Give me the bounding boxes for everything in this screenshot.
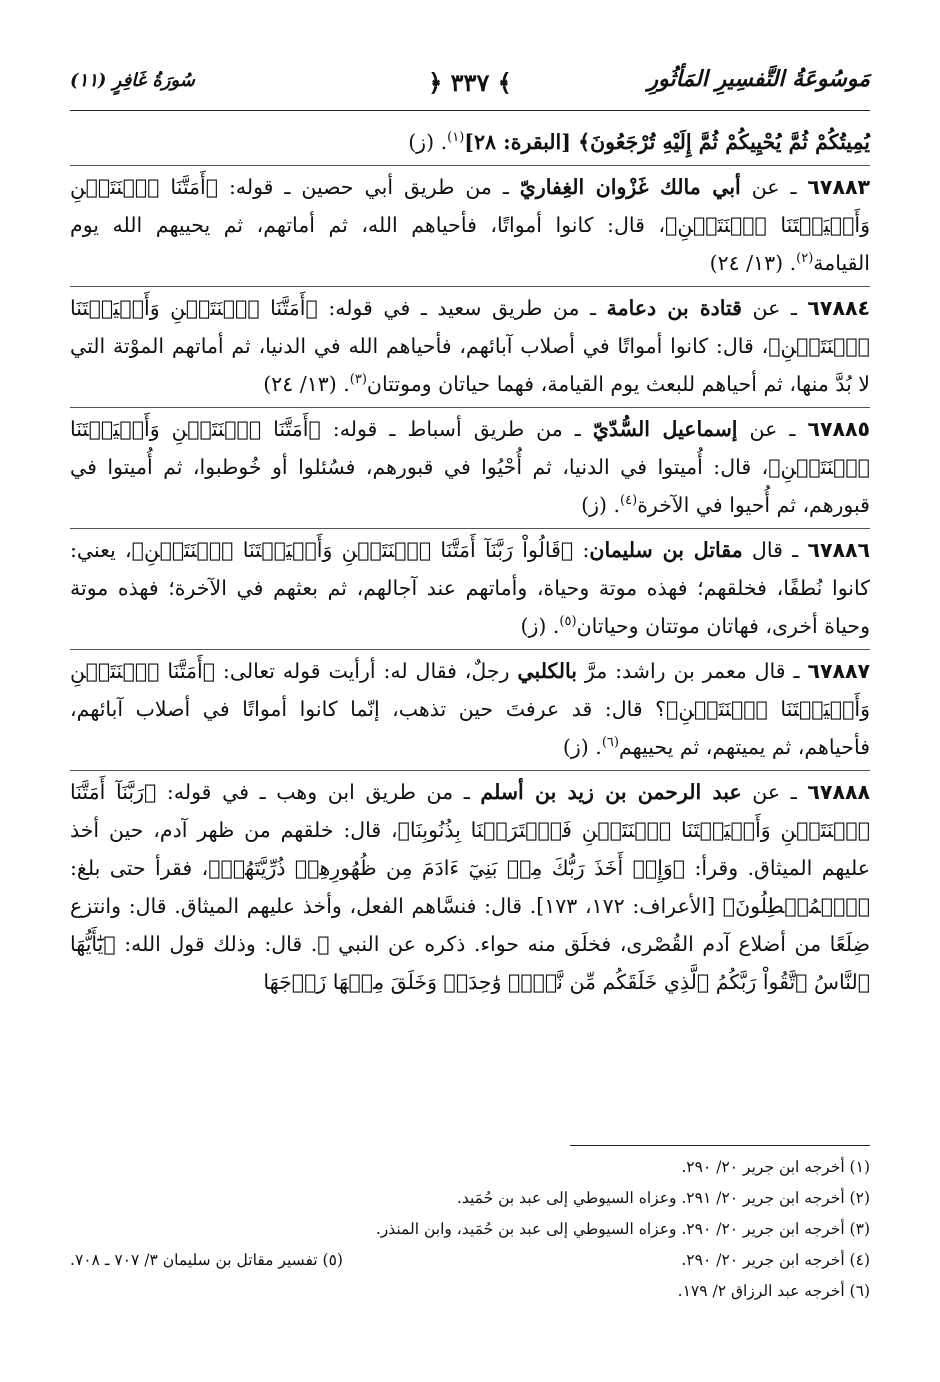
footnote-ref: (٦): [601, 735, 619, 751]
footnote-5: (٥) تفسير مقاتل بن سليمان ٣/ ٧٠٧ ـ ٧٠٨.: [70, 1251, 343, 1269]
entry-tail: . (١٣/ ٢٤): [709, 251, 797, 275]
entry-text: ـ من طريق أبي حصين ـ قوله: ﴿أَمَتَّنَا ٱثۡنَتَيۡنِ وَأَحۡيَيۡتَنَا ٱثۡنَتَيۡنِ﴾، قال: كانوا أمواتًا، فأحياهم الله، ثم أماتهم، ثم يحييهم الله يوم القيامة: [70, 175, 870, 275]
narration-entry: [70, 287, 870, 408]
running-header: [70, 60, 870, 111]
footnote-ref: (٢): [796, 251, 814, 267]
page: [70, 60, 870, 1360]
narration-entry: [70, 771, 870, 1005]
quran-verse: يُمِيتُكُمْ ثُمَّ يُحْيِيكُمْ ثُمَّ إِلَيْهِ تُرْجَعُونَ﴾ [البقرة: ٢٨]: [464, 130, 870, 154]
footnote-1: (١) أخرجه ابن جرير ٢٠/ ٢٩٠.: [681, 1158, 870, 1176]
entry-tail: . (ز): [520, 614, 560, 638]
entry-number: ٦٧٨٨٦: [807, 538, 870, 562]
entry-tail: . (١٣/ ٢٤): [263, 372, 350, 396]
narrator-name: عبد الرحمن بن زيد بن أسلم: [480, 780, 742, 804]
entry-text: رجلٌ، فقال له: أرأيت قوله تعالى: ﴿أَمَتَّنَا ٱثۡنَتَيۡنِ وَأَحۡيَيۡتَنَا ٱثۡنَتَيۡنِ﴾؟ قال: قد عرفتَ حين تذهب، إنّما كانوا أمواتًا في أصلاب آبائهم، فأحياهم، ثم يميتهم، ثم يحييهم: [70, 659, 870, 759]
book-title: مَوسُوعَةُ التَّفسِيرِ المَأثُورِ: [647, 66, 870, 92]
entry-number: ٦٧٨٨٨: [807, 780, 870, 804]
entry-prefix: ـ عن: [740, 175, 808, 199]
entry-text: ـ من طريق سعيد ـ في قوله: ﴿أَمَتَّنَا ٱثۡنَتَيۡنِ وَأَحۡيَيۡتَنَا ٱثۡنَتَيۡنِ﴾، قال: كانوا أمواتًا في أصلاب آبائهم، فأحياهم الله في الدنيا، ثم أماتهم الموْتة التي لا بُدَّ منها، ثم أحياهم للبعث يوم القيامة، فهما حياتان وموتتان: [70, 296, 870, 396]
surah-title: سُورَةُ غَافِرٍ (١١): [70, 70, 195, 91]
footnote-ref: (٤): [620, 493, 638, 509]
main-text: [70, 121, 870, 1005]
entry-tail: . (ز): [408, 130, 448, 154]
entry-prefix: ـ عن: [741, 780, 808, 804]
footnotes: [70, 1145, 870, 1307]
entry-tail: . (ز): [581, 493, 621, 517]
page-number: ﴾ ٣٣٧ ﴿: [428, 68, 512, 97]
footnote-6: (٦) أخرجه عبد الرزاق ٢/ ١٧٩.: [677, 1282, 870, 1300]
narrator-name: مقاتل بن سليمان: [589, 538, 743, 562]
narrator-name: إسماعيل السُّدّيّ: [592, 417, 738, 441]
footnote-3: (٣) أخرجه ابن جرير ٢٠/ ٢٩٠. وعزاه السيوطي إلى عبد بن حُمَيد، وابن المنذر.: [375, 1220, 870, 1238]
narration-entry: [70, 166, 870, 287]
narrator-name: بالكلبي: [517, 659, 577, 683]
footnote-ref: (١): [447, 130, 465, 146]
entry-number: ٦٧٨٨٤: [807, 296, 870, 320]
narrator-name: قتادة بن دعامة: [606, 296, 742, 320]
entry-text: ـ من طريق ابن وهب ـ في قوله: ﴿رَبَّنَآ أَمَتَّنَا ٱثۡنَتَيۡنِ وَأَحۡيَيۡتَنَا ٱثۡنَتَيۡنِ فَٱعۡتَرَفۡنَا بِذُنُوبِنَا﴾، قال: خلقهم من ظهر آدم، حين أخذ عليهم الميثاق. وقرأ: ﴿وَإِذۡ أَخَذَ رَبُّكَ مِنۢ بَنِيٓ ءَادَمَ مِن ظُهُورِهِمۡ ذُرِّيَّتَهُمۡ﴾، فقرأ حتى بلغ: ﴿ٱلۡمُبۡطِلُونَ﴾ [الأعراف: ١٧٢، ١٧٣]. قال: فنسَّاهم الفعل، وأخذ عليهم الميثاق. قال: وانتزع ضِلَعًا من أضلاع آدم القُصْرى، فخلَق منه حواء. ذكره عن النبي ﷺ. قال: وذلك قول الله: ﴿يَٰٓأَيُّهَا ٱلنَّاسُ ٱتَّقُواْ رَبَّكُمُ ٱلَّذِي خَلَقَكُم مِّن نَّفۡسٖ وَٰحِدَةٖ وَخَلَقَ مِنۡهَا زَوۡجَهَا: [70, 780, 870, 994]
entry-text: : ﴿قَالُواْ رَبَّنَآ أَمَتَّنَا ٱثۡنَتَيۡنِ وَأَحۡيَيۡتَنَا ٱثۡنَتَيۡنِ﴾، يعني: كانوا نُطفًا، فخلقهم؛ فهذه موتة وحياة، وأماتهم عند آجالهم، ثم بعثهم في الآخرة؛ فهذه موتة وحياة أخرى، فهاتان موتتان وحياتان: [70, 538, 870, 638]
entry-number: ٦٧٨٨٥: [807, 417, 870, 441]
footnote-divider: [570, 1145, 870, 1146]
footnote-ref: (٣): [349, 372, 367, 388]
entry-prefix: ـ قال: [742, 538, 808, 562]
footnote-row: [70, 1245, 870, 1276]
footnote-ref: (٥): [559, 614, 577, 630]
entry-prefix: ـ عن: [737, 417, 808, 441]
entry-number: ٦٧٨٨٧: [807, 659, 870, 683]
narrator-name: أبي مالك غَزْوان الغِفاريّ: [519, 175, 741, 199]
entry-text: ـ من طريق أسباط ـ قوله: ﴿أَمَتَّنَا ٱثۡنَتَيۡنِ وَأَحۡيَيۡتَنَا ٱثۡنَتَيۡنِ﴾، قال: أُميتوا في الدنيا، ثم أُحْيُوا في قبورهم، فسُئلوا أو خُوطبوا، ثم أُميتوا في قبورهم، ثم أُحيوا في الآخرة: [70, 417, 870, 517]
footnote-2: (٢) أخرجه ابن جرير ٢٠/ ٢٩١. وعزاه السيوطي إلى عبد بن حُمَيد.: [456, 1189, 870, 1207]
narration-entry: [70, 408, 870, 529]
narration-entry: [70, 529, 870, 650]
entry-prefix: ـ قال معمر بن راشد: مرَّ: [577, 659, 808, 683]
entry-prefix: ـ عن: [741, 296, 808, 320]
entry-tail: . (ز): [562, 735, 602, 759]
entry-number: ٦٧٨٨٣: [807, 175, 870, 199]
continuation-line: [70, 121, 870, 166]
narration-entry: [70, 650, 870, 771]
footnote-4: (٤) أخرجه ابن جرير ٢٠/ ٢٩٠.: [681, 1251, 870, 1269]
